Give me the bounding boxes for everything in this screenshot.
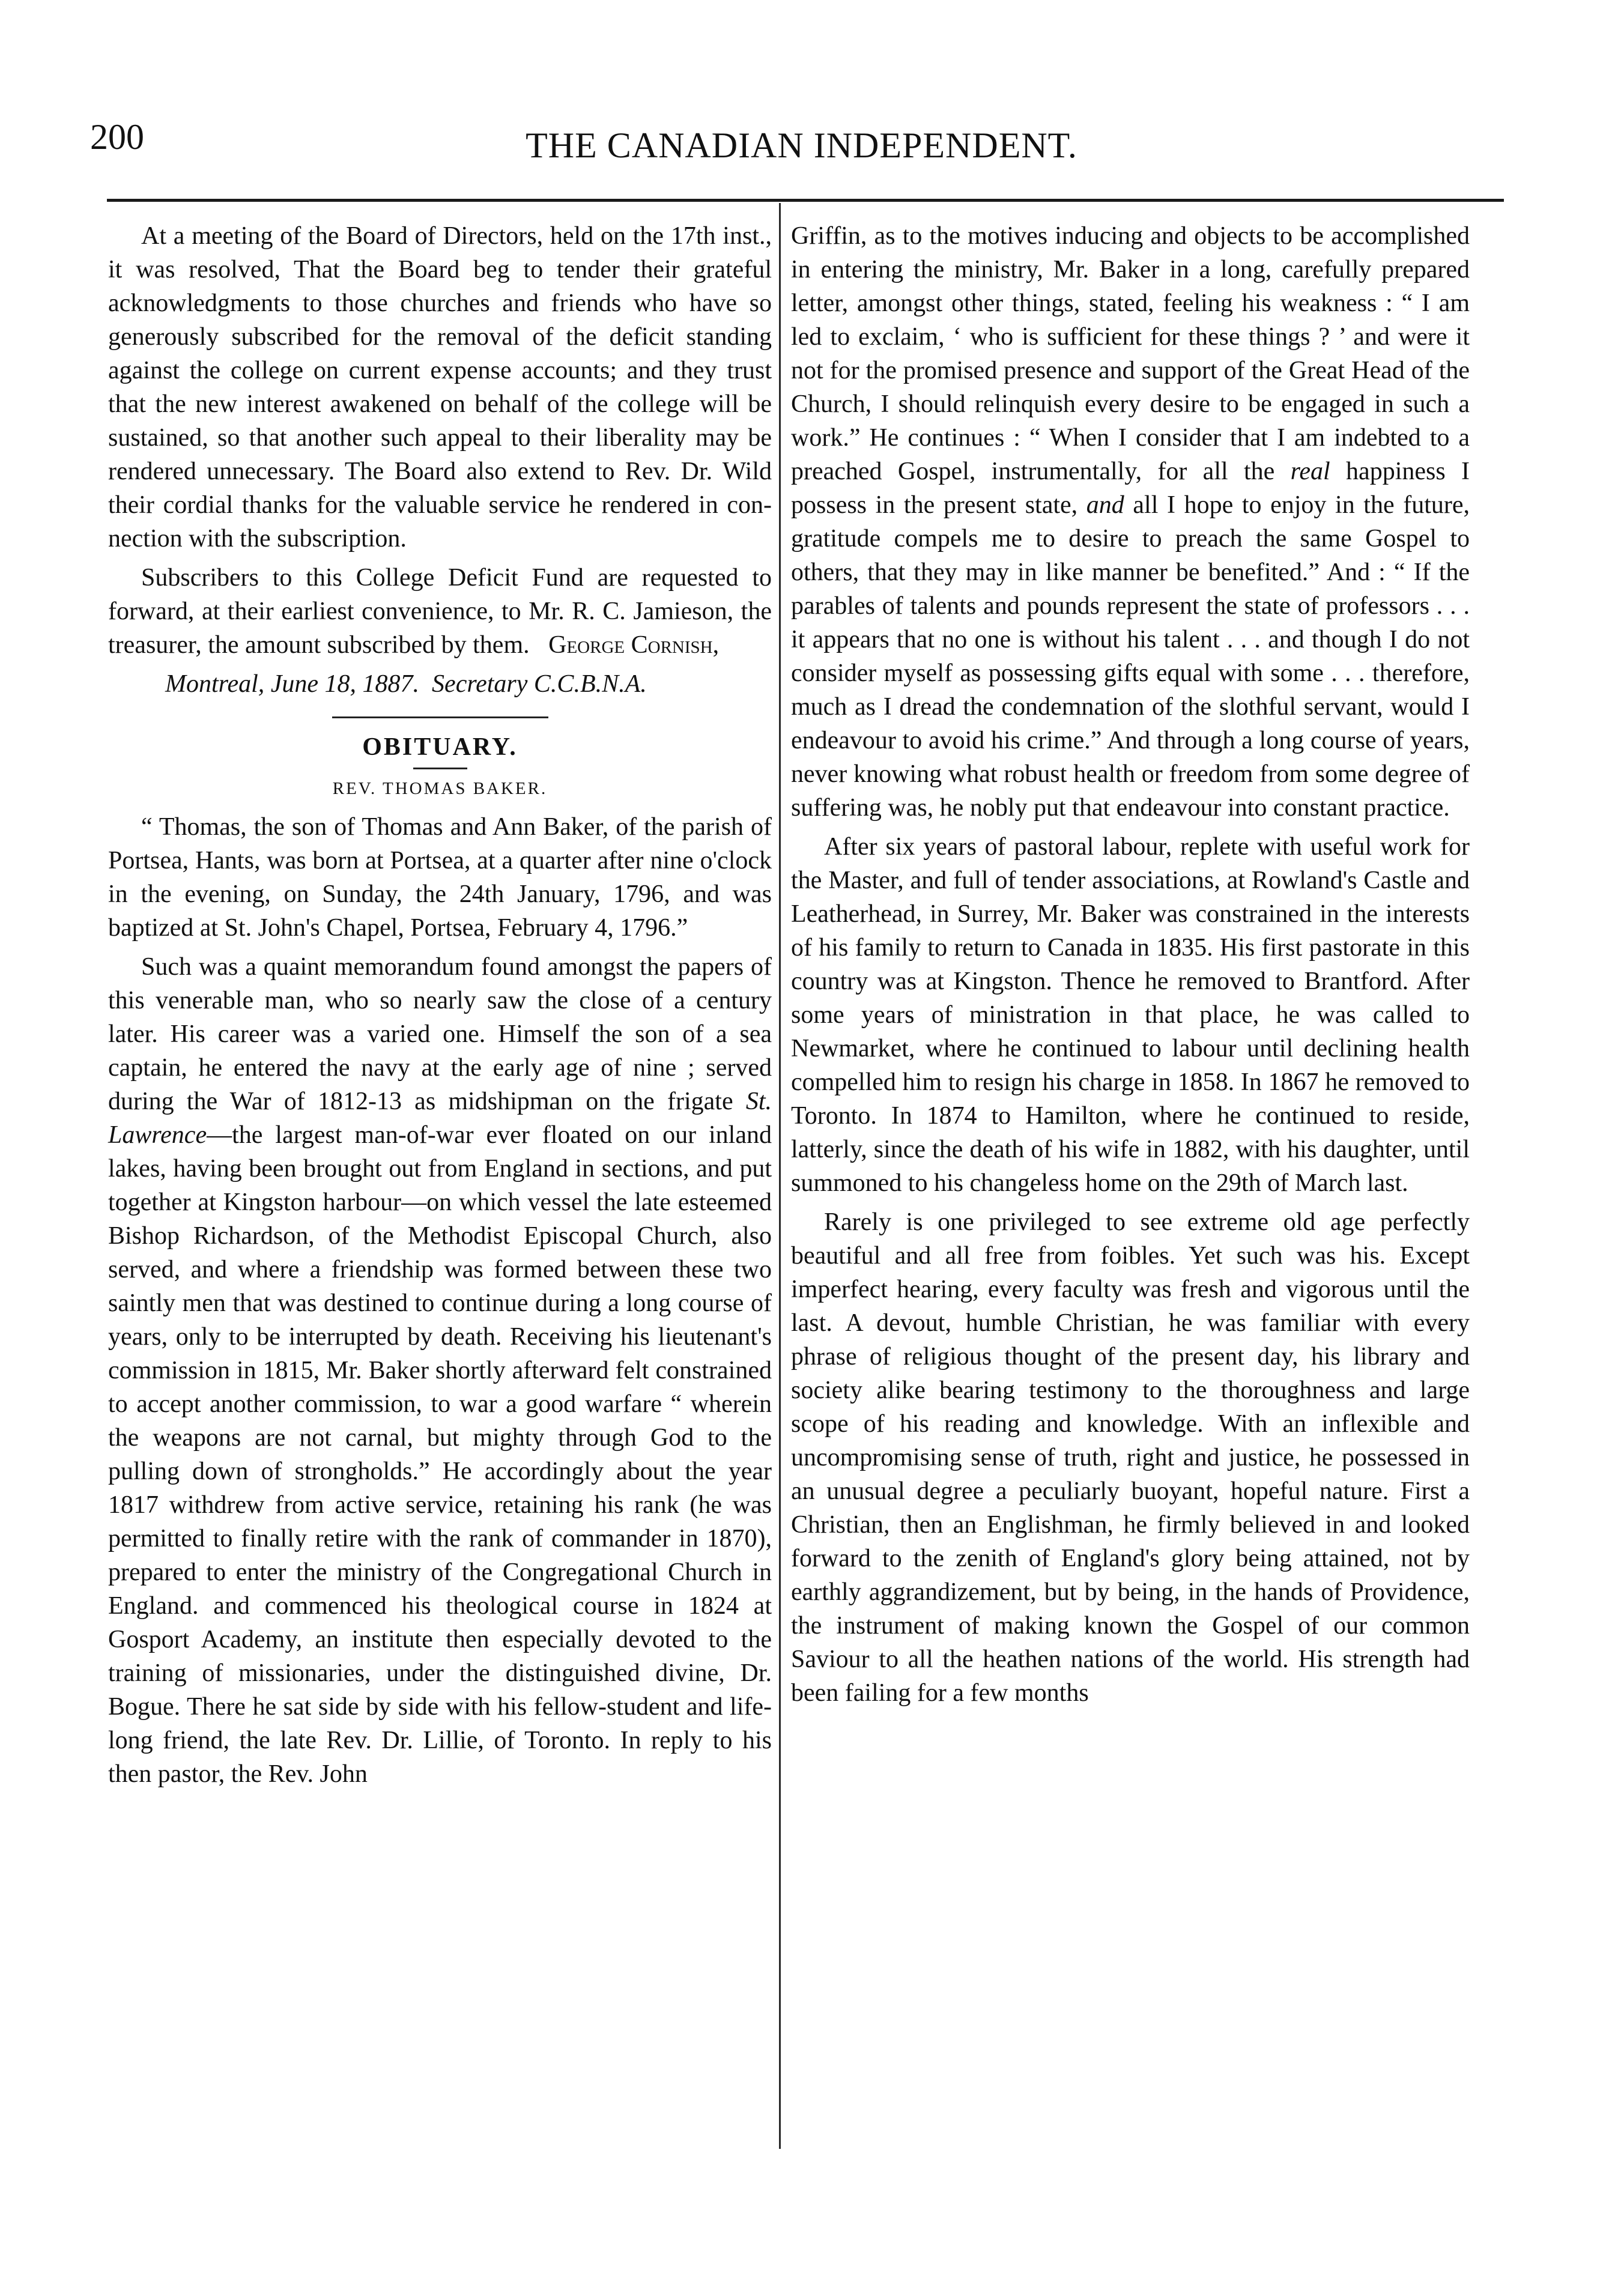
career-text-end: —the largest man-of-war ever floated on our inland lakes, having been brought out from England in sections, and put together at Kingston harbour—on which vessel the late esteemed Bishop Richardson, of the Methodist Episcopal Church, also served, and where a friendship was formed between these two saintly men that was destined to continue during a long course of years, only to be interrupted by death. Receiving his lieutenant's commission in 1815, Mr. Baker shortly afterward felt constrained to accept another commission, to war a good warfare “ wherein the weapons are not carnal, but mighty through God to the pulling down of strongholds.” He accordingly about the year 1817 withdrew from active service, retaining his rank (he was permitted to finally retire with the rank of commander in 1870), prepared to enter the ministry of the Congregational Church in England. and commenced his theological course in 1824 at Gosport Academy, an institute then especially devoted to the training of missionaries, under the distinguished divine, Dr. Bogue. There he sat side by side with his fellow-student and life-long friend, the late Rev. Dr. Lillie, of Toronto. In reply to his then pastor, the Rev. John bbox=[108, 1121, 772, 1788]
ship-name: St. Lawrence bbox=[108, 1088, 772, 1149]
obituary-memorandum-paragraph: “ Thomas, the son of Thomas and Ann Baker, of the parish of Portsea, Hants, was born at Portsea, at a quarter after nine o'clock in the evening, on Sunday, the 24th January, 1796, and was baptized at St. John's Chapel, Portsea, February 4, 1796.” bbox=[108, 813, 772, 942]
page-number: 200 bbox=[90, 117, 144, 157]
dateline-place-date: Montreal, June 18, 1887. bbox=[165, 670, 420, 698]
signature-name: George Cornish, bbox=[548, 631, 720, 659]
heading-rule bbox=[413, 768, 467, 769]
letter-text-1: Griffin, as to the motives inducing and objects to be accomplished in entering the ministry, Mr. Baker in a long, carefully prepared letter, amongst other things, stated, feeling his weakness : “ I am led to exclaim, ‘ who is sufficient for these things ? ’ and were it not for the promised presence and support of the Great Head of the Church, I should relinquish every desire to be engaged in such a work.” He continues : “ When I consider that I am indebted to a preached Gospel, instrumentally, for all the bbox=[791, 222, 1470, 485]
letter-emphasis-real: real bbox=[1290, 458, 1330, 485]
pastoral-labour-paragraph: After six years of pastoral labour, replete with useful work for the Master, and full of tender associations, at Rowland's Castle and Leatherhead, in Surrey, Mr. Baker was constrained in the interests of his family to return to Canada in 1835. His first pastorate in this country was at Kingston. Thence he removed to Brantford. After some years of ministration in that place, he was called to Newmarket, where he continued to labour until declining health compelled him to resign his charge in 1858. In 1867 he removed to Toronto. In 1874 to Hamilton, where he continued to reside, latterly, since the death of his wife in 1882, with his daughter, until summoned to his changeless home on the 29th of March last. bbox=[791, 833, 1470, 1197]
letter-continuation-paragraph bbox=[791, 219, 1470, 825]
career-text-start: Such was a quaint memorandum found amongst the papers of this venerable man, who so nearly saw the close of a century later. His career was a varied one. Himself the son of a sea captain, he entered the navy at the early age of nine ; served during the War of 1812-13 as midshipman on the frigate bbox=[108, 953, 772, 1115]
deficit-fund-paragraph bbox=[108, 561, 772, 662]
obituary-career-paragraph bbox=[108, 950, 772, 1791]
character-paragraph: Rarely is one privileged to see extreme old age perfectly beautiful and all free from foibles. Yet such was his. Except imperfect hearing, every faculty was fresh and vigorous until the last. A devout, humble Christian, he was familiar with every phrase of religious thought of the present day, his library and society alike bearing testimony to the thoroughness and large scope of his reading and knowledge. With an inflexible and uncompromising sense of truth, right and justice, he possessed in an unusual degree a peculiarly buoyant, hopeful nature. First a Christian, then an Englishman, he firmly believed in and looked forward to the zenith of England's glory being attained, not by earthly aggrandizement, but by being, in the hands of Providence, the instrument of making known the Gospel of our common Saviour to all the heathen nations of the world. His strength had been failing for a few months bbox=[791, 1208, 1470, 1707]
section-rule bbox=[332, 716, 548, 718]
dateline bbox=[108, 667, 772, 701]
left-column bbox=[108, 219, 772, 1796]
obituary-heading: OBITUARY. bbox=[362, 733, 518, 761]
letter-text-2: happiness I possess in the present state, bbox=[791, 458, 1470, 519]
letter-text-3: all I hope to enjoy in the future, gratitude compels me to desire to preach the same Gospel to others, that they may in like manner be benefited.” And : “ If the parables of talents and pounds represent the state of professors . . . it appears that no one is without his talent . . . and though I do not consider myself as possessing gifts equal with some . . . therefore, much as I dread the condemnation of the slothful servant, would I endeavour to avoid his crime.” And through a long course of years, never knowing what robust health or freedom from some degree of suffering was, he nobly put that endeavour into constant practice. bbox=[791, 491, 1470, 822]
header-rule bbox=[107, 199, 1504, 202]
dateline-secretary: Secretary C.C.B.N.A. bbox=[432, 670, 647, 698]
deficit-fund-text: Subscribers to this College Deficit Fund are requested to forward, at their earliest convenience, to Mr. R. C. Jamieson, the treasurer, the amount subscribed by them. bbox=[108, 564, 772, 659]
board-notice-paragraph: At a meeting of the Board of Directors, held on the 17th inst., it was resolved, That the Board beg to tender their grateful acknowledgments to those churches and friends who have so generously subscribed for the removal of the deficit standing against the college on current expense accounts; and they trust that the new interest awakened on behalf of the college will be sustained, so that another such appeal to their liberality may be rendered unnecessary. The Board also extend to Rev. Dr. Wild their cordial thanks for the valuable service he rendered in connection with the subscription. bbox=[108, 222, 772, 553]
journal-title: THE CANADIAN INDEPENDENT. bbox=[526, 126, 1077, 165]
obituary-subject: REV. THOMAS BAKER. bbox=[332, 779, 548, 798]
column-divider bbox=[779, 203, 781, 2149]
right-column bbox=[791, 219, 1470, 1715]
letter-emphasis-and: and bbox=[1086, 491, 1124, 519]
